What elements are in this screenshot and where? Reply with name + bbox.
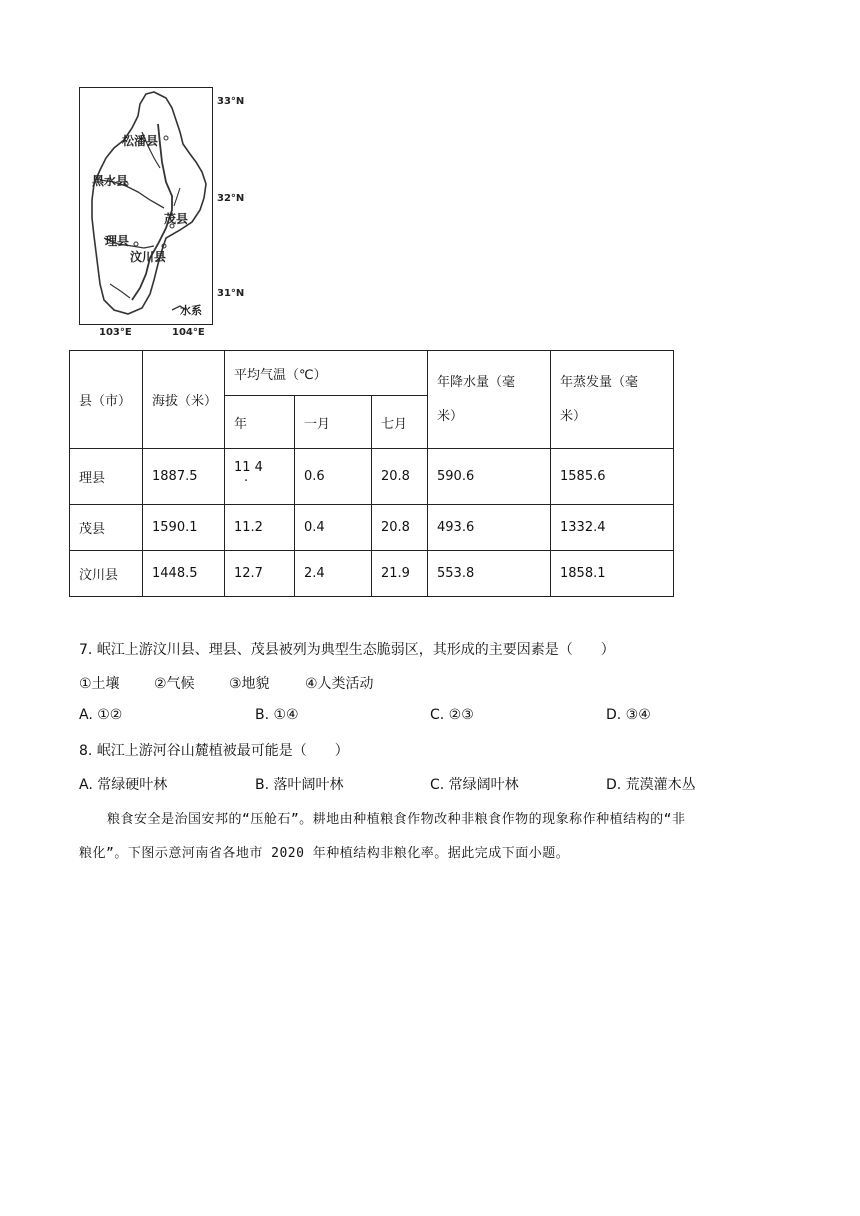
cell-jul: 20.8	[372, 505, 428, 551]
cell-jul: 20.8	[372, 449, 428, 505]
cell-precip: 493.6	[428, 505, 551, 551]
cell-precip: 553.8	[428, 551, 551, 597]
q8-option-b[interactable]: B. 落叶阔叶林	[255, 777, 344, 793]
map-label-wenchuan: 汶川县	[130, 250, 167, 264]
q7-option-d[interactable]: D. ③④	[606, 707, 651, 723]
q7-option-c[interactable]: C. ②③	[430, 707, 474, 723]
cell-jan: 2.4	[295, 551, 372, 597]
map-figure	[79, 87, 213, 325]
cell-county: 茂县	[70, 505, 143, 551]
legend-label: 水系	[180, 304, 202, 317]
passage-line-2: 粮化”。下图示意河南省各地市 2020 年种植结构非粮化率。据此完成下面小题。	[79, 846, 570, 861]
q7-factor-4: ④人类活动	[305, 676, 374, 692]
town-marker-songpan	[164, 136, 168, 140]
q7-factor-2: ②气候	[154, 676, 195, 692]
header-evap: 年蒸发量（毫 米）	[551, 351, 674, 449]
cell-jan: 0.4	[295, 505, 372, 551]
cell-altitude: 1448.5	[143, 551, 225, 597]
header-jul: 七月	[372, 396, 428, 449]
map-drawing	[80, 88, 214, 326]
cell-jan: 0.6	[295, 449, 372, 505]
cell-evap: 1332.4	[551, 505, 674, 551]
cell-jul: 21.9	[372, 551, 428, 597]
q7-option-a[interactable]: A. ①②	[79, 707, 123, 723]
cell-evap: 1858.1	[551, 551, 674, 597]
river-tributary-5	[174, 188, 180, 206]
lat-label-31: 31°N	[217, 288, 245, 299]
river-tributary-4	[110, 284, 130, 298]
header-county: 县（市）	[70, 351, 143, 449]
map-label-songpan: 松潘县	[122, 134, 159, 148]
q8-option-a[interactable]: A. 常绿硬叶林	[79, 777, 168, 793]
cell-year: 12.7	[225, 551, 295, 597]
lon-label-103: 103°E	[99, 327, 132, 338]
header-year: 年	[225, 396, 295, 449]
q8-option-c[interactable]: C. 常绿阔叶林	[430, 777, 519, 793]
q8-stem: 8. 岷江上游河谷山麓植被最可能是（ ）	[79, 743, 349, 759]
cell-year: 11 4 ·	[225, 449, 295, 505]
table-row	[70, 449, 674, 505]
q7-factor-1: ①土壤	[79, 676, 120, 692]
cell-altitude: 1590.1	[143, 505, 225, 551]
map-label-lixian: 理县	[105, 234, 130, 248]
cell-county: 理县	[70, 449, 143, 505]
q7-factor-3: ③地貌	[229, 676, 270, 692]
header-avg-temp: 平均气温（℃）	[225, 351, 428, 396]
passage-line-1: 粮食安全是治国安邦的“压舱石”。耕地由种植粮食作物改种非粮食作物的现象称作种植结构的“非	[107, 812, 686, 827]
map-label-heishui: 黑水县	[92, 174, 129, 188]
town-marker-lixian	[134, 242, 138, 246]
lat-label-33: 33°N	[217, 96, 245, 107]
header-altitude: 海拔（米）	[143, 351, 225, 449]
header-precip: 年降水量（毫 米）	[428, 351, 551, 449]
cell-county: 汶川县	[70, 551, 143, 597]
cell-evap: 1585.6	[551, 449, 674, 505]
table-row	[70, 551, 674, 597]
climate-table	[69, 350, 674, 597]
header-jan: 一月	[295, 396, 372, 449]
q8-option-d[interactable]: D. 荒漠灌木丛	[606, 777, 696, 793]
q7-stem: 7. 岷江上游汶川县、理县、茂县被列为典型生态脆弱区，其形成的主要因素是（ ）	[79, 642, 615, 658]
map-label-maoxian: 茂县	[164, 212, 189, 226]
cell-precip: 590.6	[428, 449, 551, 505]
lat-label-32: 32°N	[217, 193, 245, 204]
cell-altitude: 1887.5	[143, 449, 225, 505]
q7-option-b[interactable]: B. ①④	[255, 707, 299, 723]
table-row	[70, 505, 674, 551]
region-outline	[92, 92, 206, 314]
lon-label-104: 104°E	[172, 327, 205, 338]
cell-year: 11.2	[225, 505, 295, 551]
